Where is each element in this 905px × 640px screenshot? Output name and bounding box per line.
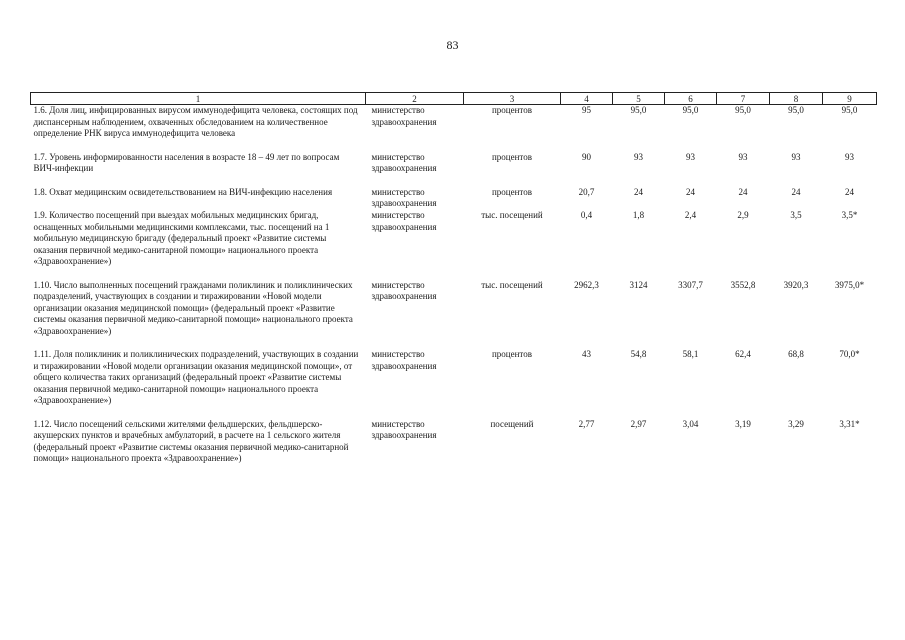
value-cell: 93 — [634, 151, 643, 162]
indicator-name: 1.7. Уровень информированности населения в возрасте 18 – 49 лет по вопросам ВИЧ-инфекции — [33, 151, 340, 173]
value-cell: 3,5 — [790, 210, 802, 220]
indicator-name: 1.10. Число выполненных посещений гражданами поликлиник и поликлинических подразделений, участвующих в создании и тиражировании «Новой модели организации оказания медицинской помощи» (федеральный проект «Развитие системы оказания первичной медико-санитарной помощи» национального проекта «Здравоохранение») — [33, 279, 353, 336]
col-header-5: 5 — [613, 93, 665, 105]
value-cell: 3124 — [629, 279, 648, 290]
table-row — [31, 419, 877, 477]
value-cell: 0,4 — [580, 210, 593, 220]
col-header-2: 2 — [366, 93, 464, 105]
value-cell: 95,0 — [682, 105, 699, 115]
unit-of-measure: тыс. посещений — [481, 279, 543, 290]
col-header-6: 6 — [665, 93, 717, 105]
value-cell: 24 — [686, 186, 695, 197]
responsible-agency: министерство здравоохранения — [371, 349, 437, 371]
unit-of-measure: процентов — [491, 151, 532, 162]
value-cell: 95,0 — [630, 105, 647, 115]
value-cell: 3920,3 — [783, 279, 809, 290]
indicator-name: 1.12. Число посещений сельскими жителями фельдшерских, фельдшерско-акушерских пунктов и врачебных амбулаторий, в расчете на 1 сельского жителя (федеральный проект «Развитие системы оказания первичной медико-санитарной помощи» национального проекта «Здравоохранение») — [33, 418, 349, 463]
col-header-9: 9 — [823, 93, 877, 105]
responsible-agency: министерство здравоохранения — [371, 151, 437, 173]
value-cell: 93 — [686, 151, 695, 162]
value-cell: 93 — [738, 151, 748, 162]
value-cell: 3,31* — [839, 418, 860, 429]
indicator-name: 1.11. Доля поликлиник и поликлинических подразделений, участвующих в создании и тиражировании «Новой модели организации оказания медицинской помощи», от общего количества таких организаций (федеральный проект «Развитие системы оказания первичной медико-санитарной помощи» национального проекта «Здравоохранение») — [33, 349, 359, 405]
value-cell: 62,4 — [735, 349, 751, 359]
unit-of-measure: посещений — [490, 418, 534, 429]
value-cell: 2,9 — [737, 210, 749, 220]
unit-of-measure: процентов — [491, 349, 532, 359]
value-cell: 95 — [582, 105, 591, 115]
value-cell: 54,8 — [630, 349, 647, 359]
column-number-row — [31, 93, 877, 105]
unit-of-measure: тыс. посещений — [481, 210, 543, 220]
page-number: 83 — [446, 38, 459, 52]
table-row — [31, 210, 877, 280]
value-cell: 58,1 — [682, 349, 699, 359]
value-cell: 3,5* — [841, 210, 858, 220]
table-row — [31, 187, 877, 211]
value-cell: 24 — [791, 186, 801, 197]
table-row — [31, 105, 877, 152]
value-cell: 2,77 — [578, 418, 595, 429]
table-row — [31, 280, 877, 350]
col-header-4: 4 — [561, 93, 613, 105]
value-cell: 95,0 — [788, 105, 804, 115]
indicator-name: 1.9. Количество посещений при выездах мобильных медицинских бригад, оснащенных мобильными медицинскими комплексами, тыс. посещений на 1 мобильную медицинскую бригаду (федеральный проект «Развитие системы оказания первичной медико-санитарной помощи» национального проекта «Здравоохранение») — [33, 210, 330, 266]
value-cell: 68,8 — [788, 349, 804, 359]
unit-of-measure: процентов — [491, 105, 532, 115]
value-cell: 3975,0* — [834, 279, 865, 290]
table-row — [31, 349, 877, 419]
value-cell: 20,7 — [578, 186, 595, 197]
value-cell: 2962,3 — [574, 279, 599, 290]
value-cell: 3552,8 — [730, 279, 756, 290]
value-cell: 3,04 — [682, 418, 699, 429]
value-cell: 24 — [845, 186, 854, 197]
indicator-name: 1.6. Доля лиц, инфицированных вирусом иммунодефицита человека, состоящих под диспансерным наблюдением, охваченных обследованием на количественное определение РНК вируса иммунодефицита человека — [33, 105, 358, 138]
indicators-table — [30, 92, 877, 477]
value-cell: 3,29 — [788, 418, 804, 429]
responsible-agency: министерство здравоохранения — [371, 105, 437, 127]
value-cell: 3307,7 — [678, 279, 703, 290]
col-header-3: 3 — [464, 93, 561, 105]
value-cell: 70,0* — [839, 349, 860, 359]
table-row — [31, 152, 877, 187]
value-cell: 90 — [582, 151, 591, 162]
value-cell: 2,97 — [630, 418, 647, 429]
responsible-agency: министерство здравоохранения — [371, 279, 437, 301]
col-header-7: 7 — [717, 93, 770, 105]
col-header-8: 8 — [770, 93, 823, 105]
value-cell: 24 — [634, 186, 643, 197]
value-cell: 3,19 — [735, 418, 751, 429]
value-cell: 1,8 — [632, 210, 645, 220]
value-cell: 24 — [738, 186, 748, 197]
value-cell: 95,0 — [735, 105, 751, 115]
responsible-agency: министерство здравоохранения — [371, 210, 437, 232]
value-cell: 43 — [582, 349, 591, 359]
responsible-agency: министерство здравоохранения — [371, 186, 437, 208]
value-cell: 95,0 — [841, 105, 858, 115]
responsible-agency: министерство здравоохранения — [371, 418, 437, 440]
indicator-name: 1.8. Охват медицинским освидетельствованием на ВИЧ-инфекцию населения — [33, 186, 333, 197]
unit-of-measure: процентов — [491, 186, 532, 197]
col-header-1: 1 — [31, 93, 366, 105]
value-cell: 2,4 — [684, 210, 697, 220]
value-cell: 93 — [791, 151, 801, 162]
value-cell: 93 — [845, 151, 854, 162]
